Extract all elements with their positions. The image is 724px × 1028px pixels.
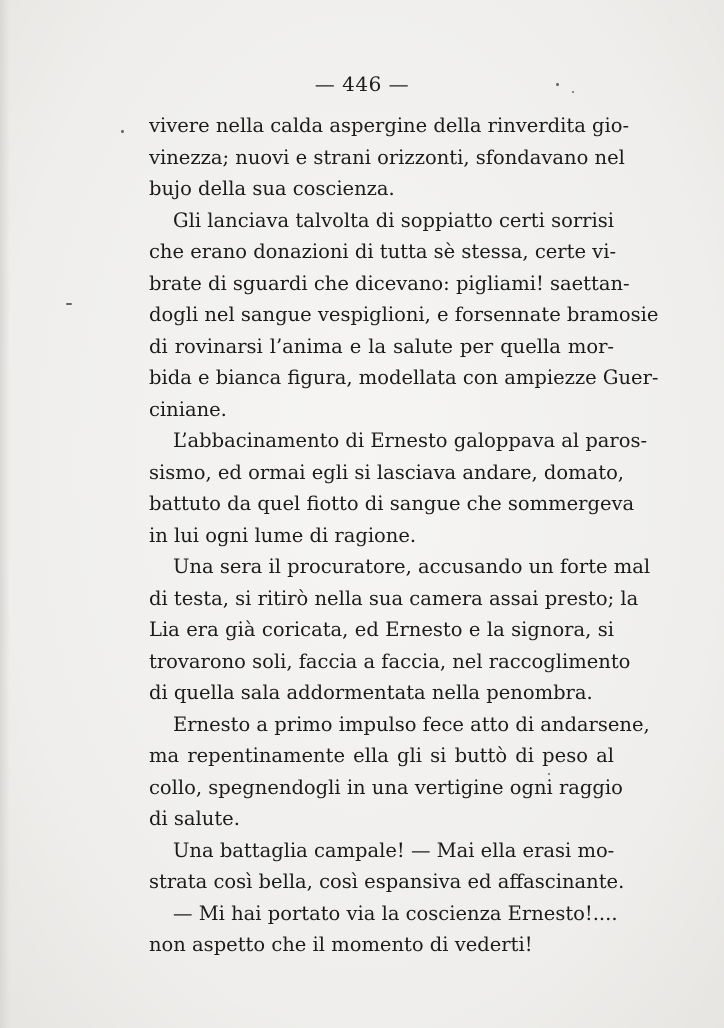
text-line: — Mi hai portato via la coscienza Ernesto!....	[173, 901, 618, 925]
page-number: — 446 —	[314, 72, 410, 96]
text-line: non aspetto che il momento di vederti!	[149, 933, 533, 956]
text-line: vinezza; nuovi e strani orizzonti, sfondavano nel	[149, 145, 625, 169]
text-line: Una sera il procuratore, accusando un forte mal	[173, 555, 651, 578]
text-line: di salute.	[149, 807, 240, 830]
text-line: Ernesto a primo impulso fece atto di andarsene,	[173, 712, 650, 736]
text-line: Gli lanciava talvolta di soppiatto certi sorrisi	[173, 208, 614, 232]
text-line: bujo della sua coscienza.	[149, 177, 395, 200]
body-text	[149, 110, 659, 961]
text-line: battuto da quel fiotto di sangue che sommergeva	[149, 492, 635, 515]
text-line: strata così bella, così espansiva ed affascinante.	[149, 870, 625, 893]
text-line: sismo, ed ormai egli si lasciava andare, domato,	[149, 460, 625, 484]
print-speck	[66, 303, 72, 305]
text-line: Lia era già coricata, ed Ernesto e la signora, si	[149, 618, 614, 641]
text-line: vivere nella calda aspergine della rinverdita gio-	[149, 114, 630, 137]
print-speck	[556, 83, 559, 86]
print-speck	[121, 130, 124, 133]
text-line: dogli nel sangue vespiglioni, e forsennate bramosie	[149, 303, 659, 326]
text-line: di quella sala addormentata nella penombra.	[149, 681, 593, 704]
text-line: ciniane.	[149, 397, 227, 421]
text-line: di testa, si ritirò nella sua camera assai presto; la	[149, 586, 639, 610]
text-line: che erano donazioni di tutta sè stessa, certe vi-	[149, 240, 617, 263]
text-line: di rovinarsi l’anima e la salute per quella mor-	[149, 334, 614, 358]
text-line: Una battaglia campale! — Mai ella erasi mo-	[173, 838, 615, 862]
text-line: in lui ogni lume di ragione.	[149, 523, 417, 547]
text-line: bida e bianca figura, modellata con ampiezze Guer-	[149, 366, 659, 389]
text-line: L’abbacinamento di Ernesto galoppava al paros-	[173, 429, 648, 452]
print-speck	[572, 91, 574, 93]
print-speck	[548, 773, 550, 775]
text-line: trovarono soli, faccia a faccia, nel raccoglimento	[149, 649, 631, 673]
text-line: ma repentinamente ella gli si buttò di peso al	[149, 744, 614, 767]
page-edge-shadow	[0, 0, 10, 1028]
text-line: collo, spegnendogli in una vertigine ogni raggio	[149, 775, 623, 799]
text-line: brate di sguardi che dicevano: pigliami! saettan-	[149, 271, 630, 295]
